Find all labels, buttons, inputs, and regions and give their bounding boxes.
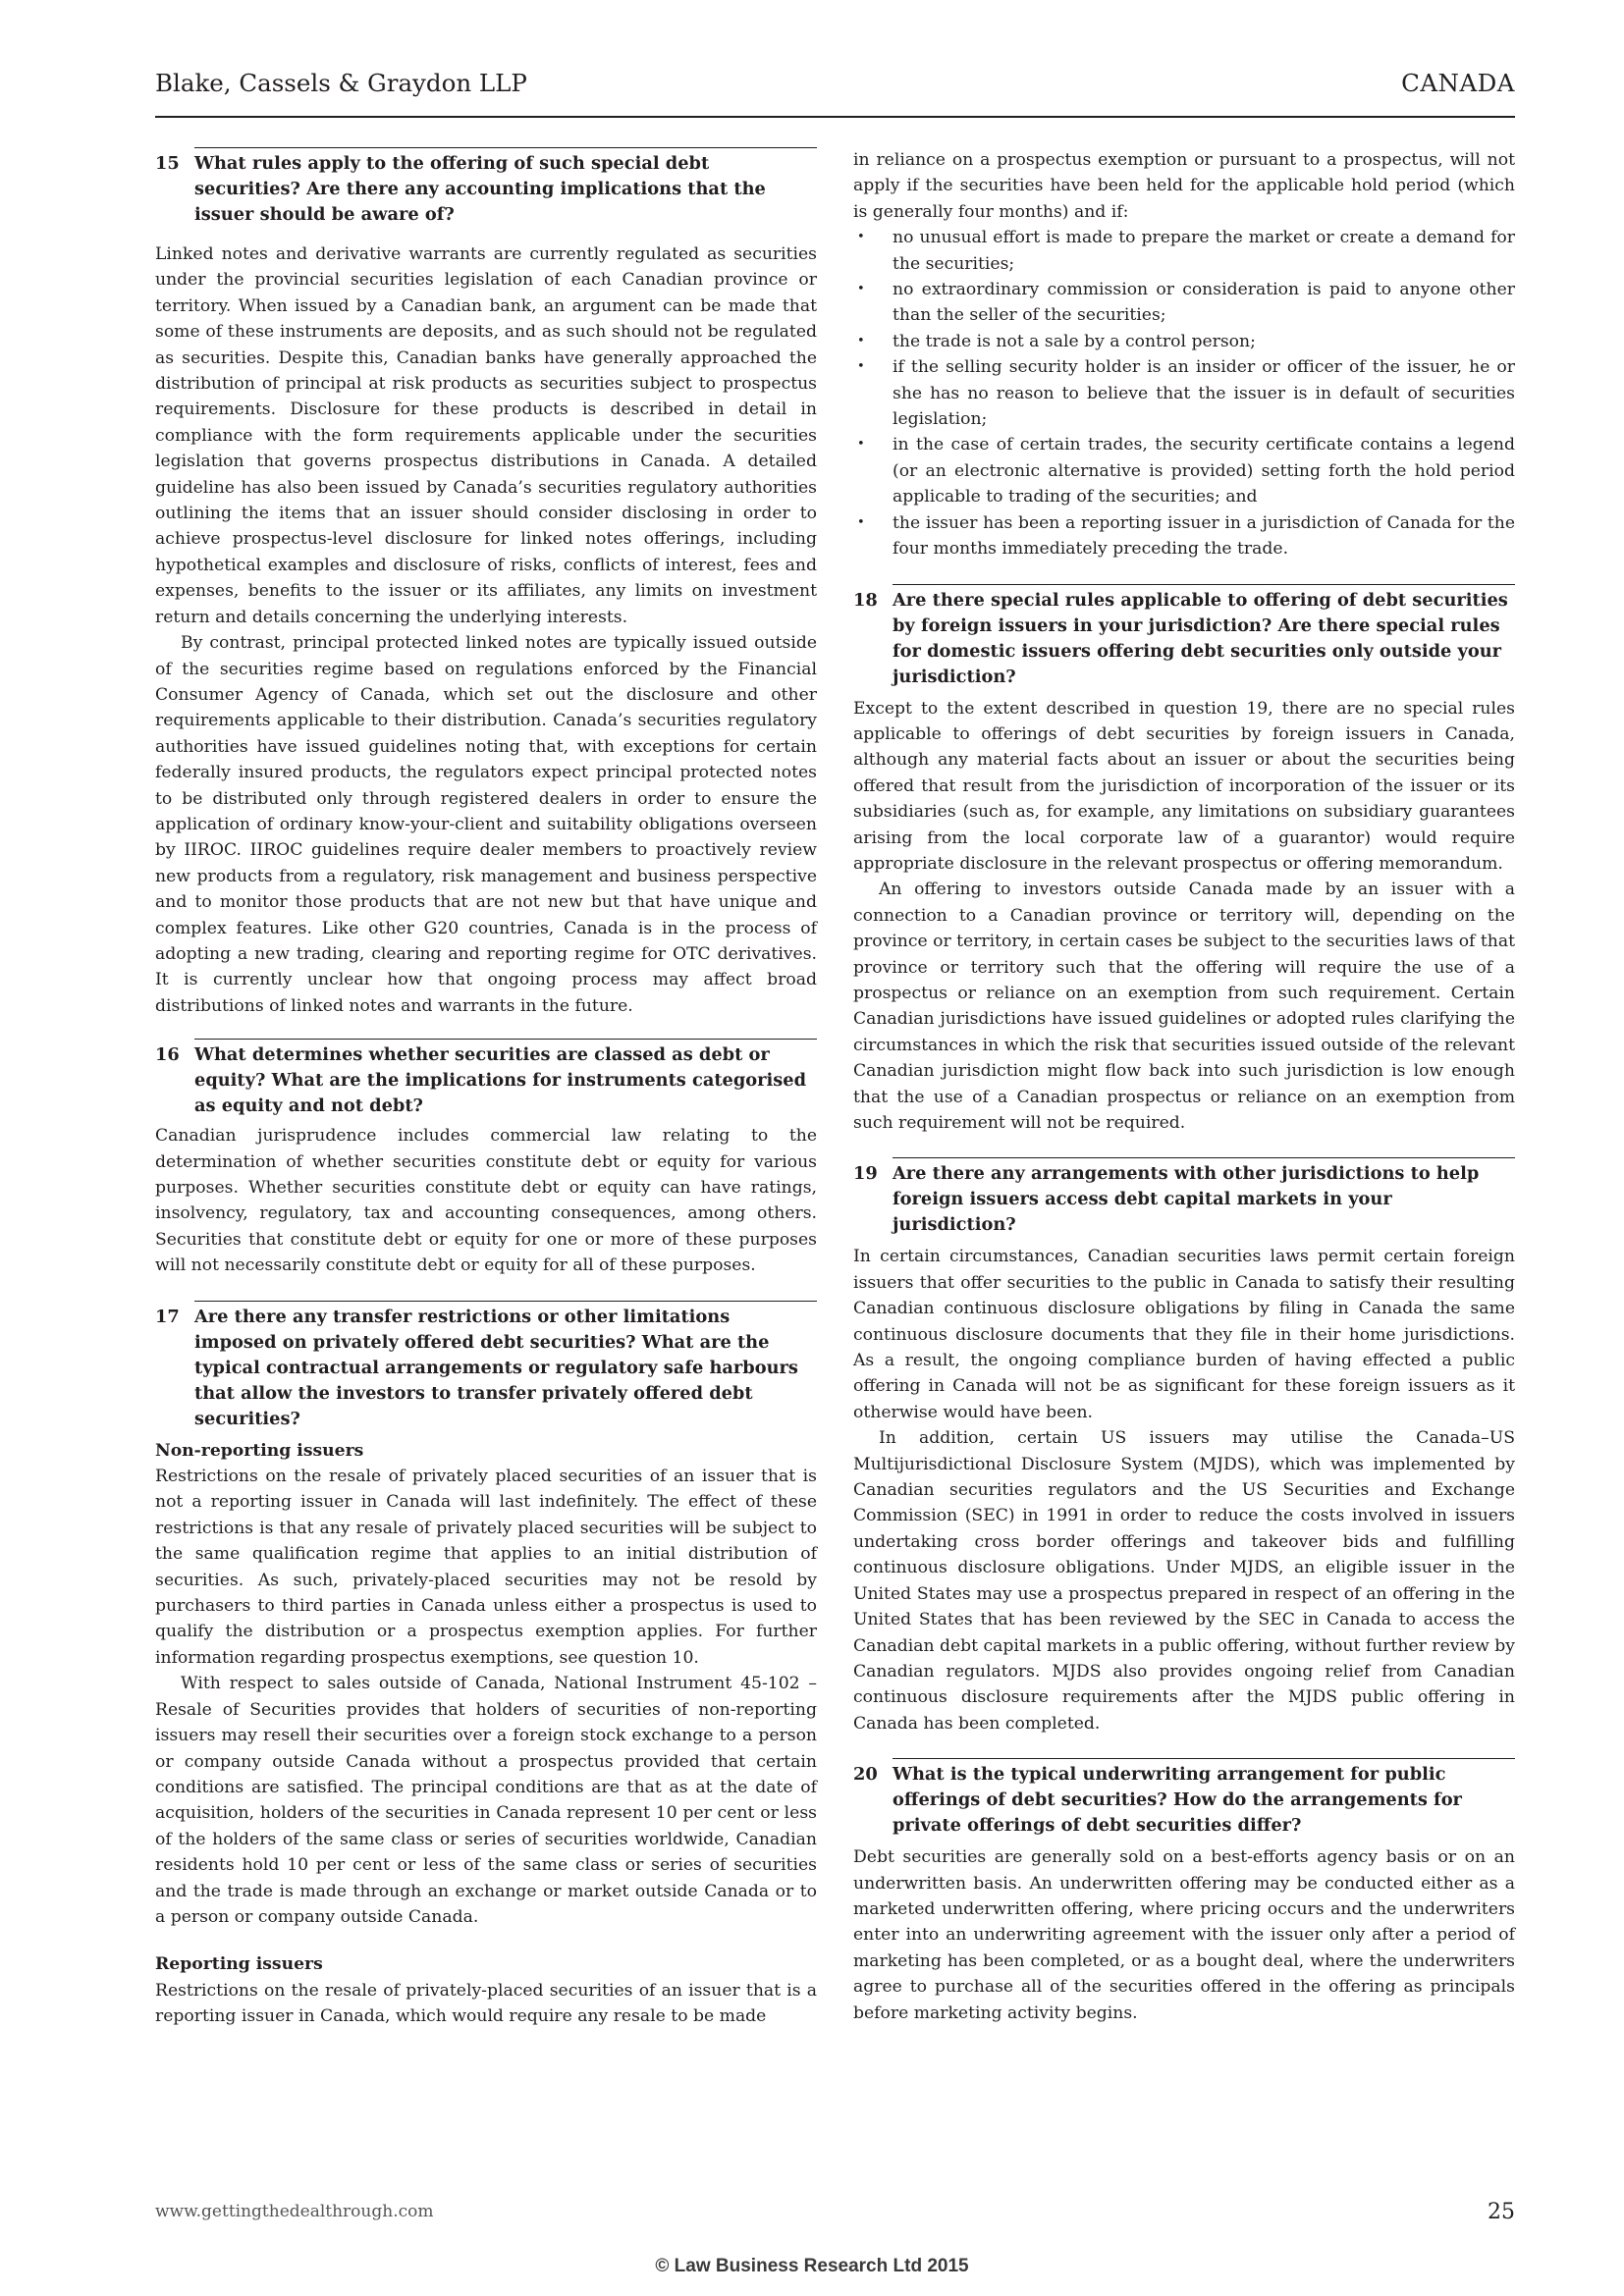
question-title: What determines whether securities are classed as debt or equity? What are the implications for instruments categorised as equity and not debt? [194, 1039, 817, 1119]
question-number: 15 [155, 153, 180, 174]
body-paragraph: Canadian jurisprudence includes commercial law relating to the determination of whether securities constitute debt or equity for various purposes. Whether securities constitute debt or equity can have ratings, insolvency, regulatory, tax and accounting consequences, among others. Securities that constitute debt or equity for one or more of these purposes will not necessarily constitute debt or equity for all of these purposes. [155, 1126, 817, 1276]
list-item: • the trade is not a sale by a control person; [853, 329, 1515, 354]
question-18-heading [853, 584, 1515, 690]
list-item: • if the selling security holder is an insider or officer of the issuer, he or she has no reason to believe that the issuer is in default of securities legislation; [853, 354, 1515, 432]
question-20-heading [853, 1758, 1515, 1839]
list-item: • no extraordinary commission or consideration is paid to anyone other than the seller of the securities; [853, 277, 1515, 329]
question-title: Are there special rules applicable to offering of debt securities by foreign issuers in your jurisdiction? Are there special rules for domestic issuers offering debt securities only outside your jurisdiction? [893, 584, 1515, 690]
country-name: CANADA [1401, 69, 1515, 97]
body-paragraph: Restrictions on the resale of privately-placed securities of an issuer that is a reporting issuer in Canada, which would require any resale to be made [155, 1980, 817, 2027]
question-17-heading [155, 1301, 817, 1432]
body-paragraph: With respect to sales outside of Canada, National Instrument 45-102 – Resale of Securities provides that holders of securities of non-reporting issuers may resell their securities over a foreign stock exchange to a person or company outside Canada without a prospectus provided that certain conditions are satisfied. The principal conditions are that as at the date of acquisition, holders of the securities in Canada represent 10 per cent or less of the holders of the same class or series of securities worldwide, Canadian residents hold 10 per cent or less of the same class or series of securities and the trade is made through an exchange or market outside Canada or to a person or company outside Canada. [155, 1674, 817, 1927]
question-number: 16 [155, 1044, 180, 1066]
list-item: • the issuer has been a reporting issuer in a jurisdiction of Canada for the four months immediately preceding the trade. [853, 510, 1515, 562]
question-19-heading [853, 1157, 1515, 1238]
subheading: Reporting issuers [155, 1954, 323, 1975]
body-paragraph: Debt securities are generally sold on a best-efforts agency basis or on an underwritten basis. An underwritten offering may be conducted either as a marketed underwritten offering, where pricing occurs and the underwriters enter into an underwriting agreement with the issuer only after a period of marketing has been completed, or as a bought deal, where the underwriters agree to purchase all of the securities offered in the offering as principals before marketing activity begins. [853, 1847, 1515, 2023]
question-number: 17 [155, 1306, 180, 1327]
firm-name: Blake, Cassels & Graydon LLP [155, 69, 527, 97]
question-title: Are there any transfer restrictions or other limitations imposed on privately offered debt securities? What are the typical contractual arrangements or regulatory safe harbours that allow the investors to transfer privately offered debt securities? [194, 1301, 817, 1432]
body-paragraph: By contrast, principal protected linked notes are typically issued outside of the securities regime based on regulations enforced by the Financial Consumer Agency of Canada, which set out the disclosure and other requirements applicable to their distribution. Canada’s securities regulatory authorities have issued guidelines noting that, with exceptions for certain federally insured products, the regulators expect principal protected notes to be distributed only through registered dealers in order to ensure the application of ordinary know-your-client and suitability obligations overseen by IIROC. IIROC guidelines require dealer members to proactively review new products from a regulatory, risk management and business perspective and to monitor those products that are not new but that have unique and complex features. Like other G20 countries, Canada is in the process of adopting a new trading, clearing and reporting regime for OTC derivatives. It is currently unclear how that ongoing process may affect broad distributions of linked notes and warrants in the future. [155, 633, 817, 1016]
question-title: What rules apply to the offering of such special debt securities? Are there any accounting implications that the issuer should be aware of? [194, 147, 817, 228]
bullet-list [853, 225, 1515, 561]
list-item: • in the case of certain trades, the security certificate contains a legend (or an electronic alternative is provided) setting forth the hold period applicable to trading of the securities; and [853, 432, 1515, 509]
question-number: 20 [853, 1764, 878, 1786]
body-paragraph: In certain circumstances, Canadian securities laws permit certain foreign issuers that offer securities to the public in Canada to satisfy their resulting Canadian continuous disclosure obligations by filing in Canada the same continuous disclosure documents that they file in their home jurisdictions. As a result, the ongoing compliance burden of having effected a public offering in Canada will not be as significant for these foreign issuers as it otherwise would have been. [853, 1247, 1515, 1422]
body-paragraph: in reliance on a prospectus exemption or pursuant to a prospectus, will not apply if the securities have been held for the applicable hold period (which is generally four months) and if: [853, 150, 1515, 222]
list-item: • no unusual effort is made to prepare the market or create a demand for the securities; [853, 225, 1515, 277]
question-number: 18 [853, 589, 878, 611]
page-number: 25 [1488, 2200, 1515, 2224]
body-paragraph: In addition, certain US issuers may utilise the Canada–US Multijurisdictional Disclosure System (MJDS), which was implemented by Canadian securities regulators and the US Securities and Exchange Commission (SEC) in 1991 in order to reduce the costs involved in issuers undertaking cross border offerings and takeover bids and fulfilling continuous disclosure obligations. Under MJDS, an eligible issuer in the United States may use a prospectus prepared in respect of an offering in the United States that has been reviewed by the SEC in Canada to access the Canadian debt capital markets in a public offering, without further review by Canadian regulators. MJDS also provides ongoing relief from Canadian continuous disclosure requirements after the MJDS public offering in Canada has been completed. [853, 1428, 1516, 1734]
copyright-notice: © Law Business Research Ltd 2015 [655, 2256, 969, 2276]
question-number: 19 [853, 1163, 878, 1185]
question-16-heading [155, 1039, 817, 1119]
question-title: Are there any arrangements with other jurisdictions to help foreign issuers access debt capital markets in your jurisdiction? [893, 1157, 1515, 1238]
body-paragraph: Restrictions on the resale of privately placed securities of an issuer that is not a reporting issuer in Canada will last indefinitely. The effect of these restrictions is that any resale of privately placed securities will be subject to the same qualification regime that applies to an initial distribution of securities. As such, privately-placed securities may not be resold by purchasers to third parties in Canada unless either a prospectus is used to qualify the distribution or a prospectus exemption applies. For further information regarding prospectus exemptions, see question 10. [155, 1467, 817, 1668]
body-paragraph: An offering to investors outside Canada made by an issuer with a connection to a Canadian province or territory will, depending on the province or territory, in certain cases be subject to the securities laws of that province or territory such that the offering will require the use of a prospectus or reliance on an exemption from such requirement. Certain Canadian jurisdictions have issued guidelines or adopted rules clarifying the circumstances in which the risk that securities issued outside of the relevant Canadian jurisdiction might flow back into such jurisdiction is low enough that the use of a Canadian prospectus or reliance on an exemption from such requirement will not be required. [853, 880, 1515, 1133]
right-column [853, 147, 1515, 2026]
subheading: Non-reporting issuers [155, 1440, 364, 1461]
body-paragraph: Except to the extent described in question 19, there are no special rules applicable to offerings of debt securities by foreign issuers in Canada, although any material facts about an issuer or about the securities being offered that result from the jurisdiction of incorporation of the issuer or its subsidiaries (such as, for example, any limitations on subsidiary guarantees arising from the local corporate law of a guarantor) would require appropriate disclosure in the relevant prospectus or offering memorandum. [853, 698, 1515, 874]
running-header [155, 69, 1515, 118]
left-column [155, 147, 817, 2030]
body-paragraph: Linked notes and derivative warrants are currently regulated as securities under the provincial securities legislation of each Canadian province or territory. When issued by a Canadian bank, an argument can be made that some of these instruments are deposits, and as such should not be regulated as securities. Despite this, Canadian banks have generally approached the distribution of principal at risk products as securities subject to prospectus requirements. Disclosure for these products is described in detail in compliance with the form requirements applicable under the securities legislation that governs prospectus distributions in Canada. A detailed guideline has also been issued by Canada’s securities regulatory authorities outlining the items that an issuer should consider disclosing in order to achieve prospectus-level disclosure for linked notes offerings, including hypothetical examples and disclosure of risks, conflicts of interest, fees and expenses, benefits to the issuer or its affiliates, any limits on investment return and details concerning the underlying interests. [155, 244, 817, 627]
question-15-heading [155, 147, 817, 228]
question-title: What is the typical underwriting arrangement for public offerings of debt securities? How do the arrangements for private offerings of debt securities differ? [893, 1758, 1515, 1839]
footer-website-link[interactable]: www.gettingthedealthrough.com [155, 2202, 434, 2221]
